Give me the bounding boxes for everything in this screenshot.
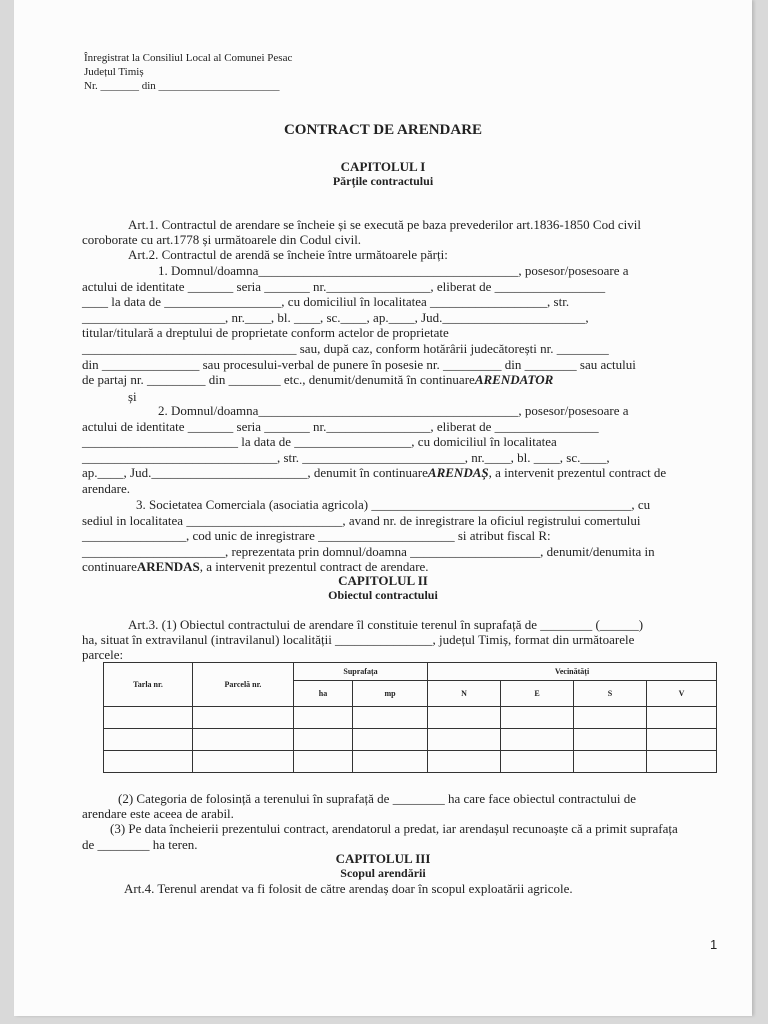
text-segment: ______________________, nr.____, bl. ____, sc.____, ap.____, Jud.______________________, <box>82 309 589 325</box>
text-segment: din _______________ sau procesului-verbal de punere în posesie nr. _________ din ________ sau actului <box>82 356 636 372</box>
col-parcela-header: Parcelă nr. <box>193 663 294 707</box>
document-title: CONTRACT DE ARENDARE <box>283 122 483 138</box>
text-segment: ARENDATOR <box>474 372 554 388</box>
text-segment: , posesor/posesoare a <box>518 403 629 418</box>
col-tarla-header: Tarla nr. <box>104 663 193 707</box>
table-row <box>104 751 717 773</box>
table-cell <box>647 751 717 773</box>
table-cell <box>428 729 501 751</box>
p1-line <box>82 357 704 373</box>
table-cell <box>353 729 428 751</box>
table-cell <box>294 707 353 729</box>
p3-line <box>82 497 704 513</box>
p1-line <box>82 294 704 310</box>
text-segment: ARENDAȘ <box>427 465 489 481</box>
chapter-3-subtitle: Scopul arendării <box>340 866 426 880</box>
table-cell <box>353 707 428 729</box>
chapter-1-title: CAPITOLUL I <box>340 159 426 174</box>
art3-line1: Art.3. (1) Obiectul contractului de arendare îl constituie terenul în suprafață de ________ (______) <box>128 617 644 632</box>
text-segment: actului de identitate _______ seria _______ nr.________________, eliberat de ________________ <box>82 418 599 434</box>
table-cell <box>193 751 294 773</box>
document-page <box>14 0 752 1016</box>
conjunction-si: și <box>128 389 137 404</box>
text-segment: , posesor/posesoare a <box>518 263 629 278</box>
subcol-ha: ha <box>294 681 353 707</box>
p1-line <box>82 279 704 295</box>
table-cell <box>428 707 501 729</box>
text-segment: titular/titulară a dreptului de proprietate conform actelor de proprietate <box>82 325 449 341</box>
chapter-1-subtitle: Părțile contractului <box>332 174 434 188</box>
table-cell <box>647 707 717 729</box>
art3-par2-line2: arendare este aceea de arabil. <box>82 806 234 821</box>
text-segment: 2. Domnul/doamna <box>158 403 259 418</box>
party-1-block <box>82 263 704 388</box>
registration-number-line: Nr. _______ din ______________________ <box>84 80 280 92</box>
p2-line <box>82 434 704 450</box>
col-suprafata-header: Suprafața <box>294 663 428 681</box>
text-segment: , a intervenit prezentul contract de <box>488 465 667 481</box>
text-segment: actului de identitate _______ seria _______ nr.________________, eliberat de _________________ <box>82 278 606 294</box>
text-segment: _________________________________ sau, după caz, conform hotărârii judecătorești nr. ________ <box>82 340 609 356</box>
table-cell <box>501 751 574 773</box>
county-line: Județul Timiș <box>84 66 144 78</box>
art3-line3: parcele: <box>82 647 124 662</box>
p1-line <box>82 325 704 341</box>
chapter-2-subtitle: Obiectul contractului <box>328 588 438 602</box>
text-segment: , a intervenit prezentul contract de arendare. <box>199 559 429 575</box>
registration-line: Înregistrat la Consiliul Local al Comunei Pesac <box>84 52 293 64</box>
art4-line: Art.4. Terenul arendat va fi folosit de către arendaș doar în scopul exploatării agricole. <box>124 881 573 896</box>
col-vecinatati-header: Vecinătăți <box>428 663 717 681</box>
table-cell <box>294 751 353 773</box>
text-segment: ____ la data de __________________, cu domiciliul în localitatea __________________, str. <box>82 294 570 310</box>
party-2-block <box>82 403 704 497</box>
table-cell <box>104 707 193 729</box>
p1-line <box>82 372 704 388</box>
text-segment: ap.____, Jud.________________________, denumit în continuare <box>82 465 428 481</box>
table-cell <box>193 707 294 729</box>
art3-par3-line2: de ________ ha teren. <box>82 837 198 852</box>
subcol-e: E <box>501 681 574 707</box>
text-segment: ______________________, reprezentata prin domnul/doamna ____________________, denumit/denumita in <box>82 543 655 559</box>
p2-line <box>82 419 704 435</box>
text-segment: ARENDAS <box>136 559 200 575</box>
p1-line <box>82 310 704 326</box>
text-segment: sediul in localitatea ________________________, avand nr. de inregistrare la oficiul registrului comertului <box>82 512 641 528</box>
text-segment: ________________________ la data de __________________, cu domiciliul în localitatea <box>82 434 557 450</box>
art3-line2: ha, situat în extravilanul (intravilanul) localității _______________, județul Timiș, format din următoarele <box>82 632 635 647</box>
art2-line1: Art.2. Contractul de arendă se încheie între următoarele părți: <box>128 247 448 262</box>
text-segment: 3. Societatea Comerciala (asociatia agricola) ________________________________________, cu <box>136 497 651 512</box>
text-segment: de partaj nr. _________ din ________ etc., denumit/denumită în continuare <box>82 372 475 388</box>
chapter-2-title: CAPITOLUL II <box>338 573 428 588</box>
art1-line2: coroborate cu art.1778 și următoarele din Codul civil. <box>82 232 362 247</box>
table-row <box>104 707 717 729</box>
p2-line <box>82 450 704 466</box>
chapter-3-title: CAPITOLUL III <box>335 851 431 866</box>
table-cell <box>501 729 574 751</box>
subcol-v: V <box>647 681 717 707</box>
page-number: 1 <box>710 937 718 952</box>
p3-line <box>82 528 704 544</box>
p2-line <box>82 465 704 481</box>
table-cell <box>647 729 717 751</box>
parcels-table <box>103 662 717 773</box>
text-segment: arendare. <box>82 480 130 496</box>
table-cell <box>574 751 647 773</box>
table-cell <box>104 729 193 751</box>
subcol-s: S <box>574 681 647 707</box>
table-cell <box>294 729 353 751</box>
table-cell <box>428 751 501 773</box>
p2-line <box>82 481 704 497</box>
table-cell <box>574 729 647 751</box>
p3-line <box>82 513 704 529</box>
text-segment: ______________________________, str. _________________________, nr.____, bl. ____, sc.____, <box>82 449 610 465</box>
art3-par3-line1: (3) Pe data încheierii prezentului contract, arendatorul a predat, iar arendașul recunoaște că a primit suprafața <box>110 821 678 836</box>
text-segment: ________________________________________ <box>258 403 519 418</box>
text-segment: 1. Domnul/doamna <box>158 263 259 278</box>
subcol-mp: mp <box>353 681 428 707</box>
p1-line <box>82 263 704 279</box>
table-cell <box>501 707 574 729</box>
art3-par2-line1: (2) Categoria de folosință a terenului în suprafață de ________ ha care face obiectul contractului de <box>118 791 636 806</box>
table-cell <box>353 751 428 773</box>
art1-line1: Art.1. Contractul de arendare se încheie și se execută pe baza prevederilor art.1836-1850 Cod civil <box>128 217 641 232</box>
table-cell <box>104 751 193 773</box>
table-cell <box>574 707 647 729</box>
table-cell <box>193 729 294 751</box>
p3-line <box>82 544 704 560</box>
table-row <box>104 729 717 751</box>
p2-line <box>82 403 704 419</box>
p1-line <box>82 341 704 357</box>
text-segment: ________________, cod unic de inregistrare _____________________ si atribut fiscal R: <box>82 528 551 544</box>
text-segment: ________________________________________ <box>258 263 519 278</box>
subcol-n: N <box>428 681 501 707</box>
text-segment: continuare <box>82 559 137 575</box>
party-3-block <box>82 497 704 575</box>
